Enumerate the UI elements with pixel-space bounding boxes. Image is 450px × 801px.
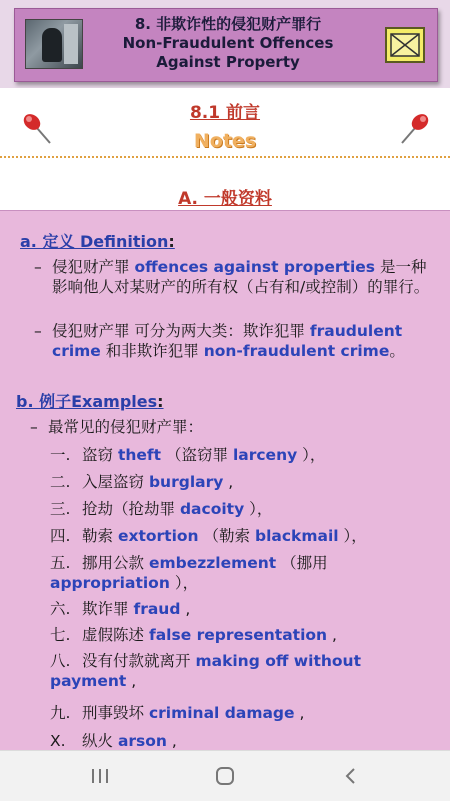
example-text: （挪用 [281,554,328,572]
example-text: , [299,704,305,722]
example-text: , [228,473,234,491]
section-title-intro: 8.1 前言 [189,103,261,123]
recent-apps-icon[interactable] [80,763,120,789]
example-term: fraud [133,600,181,618]
system-navigation-bar [0,750,450,801]
example-text: ）， [174,574,199,592]
example-text: , [332,626,337,644]
example-text: 虚假陈述 [82,626,145,644]
example-item [50,526,430,546]
example-item [50,445,430,465]
examples-intro [30,417,426,437]
example-text: 勒索 [82,527,114,545]
dotted-divider [0,156,450,158]
text: 侵犯财产罪 可分为两大类：欺诈犯罪 [52,322,305,340]
notes-header-area [0,88,450,210]
example-term: making off without payment [50,652,361,690]
example-number: 六. [50,600,71,618]
example-text: 入屋盗窃 [82,473,145,491]
chapter-title-cn: 8. 非欺诈性的侵犯财产罪行 [134,15,322,33]
example-text: ）， [249,500,273,518]
text: 是一种影响他人对某财产的所有权（占有和/或控制）的罪行。 [52,258,430,296]
example-text: 没有付款就离开 [82,652,191,670]
example-text: 盗窃 [82,446,114,464]
examples-heading [16,389,164,412]
bullet-dash: – [30,418,38,436]
chapter-title [93,15,363,72]
example-term: blackmail [254,527,339,545]
example-text: 刑事毁坏 [82,704,145,722]
example-term: false representation [148,626,328,644]
term: offences against properties [134,258,376,276]
example-number: 四. [50,527,71,545]
example-term: criminal damage [148,704,295,722]
example-number: 八. [50,652,71,670]
example-number: 七. [50,626,71,644]
burglar-thumbnail [25,19,83,69]
example-term: dacoity [179,500,245,518]
text: 最常见的侵犯财产罪： [48,418,204,436]
example-text: （盗窃罪 [166,446,229,464]
chapter-title-en-line2: Against Property [156,53,300,71]
term: fraudulent crime [52,322,403,360]
example-text: 欺诈罪 [82,600,129,618]
example-item [50,731,430,751]
example-number: 五. [50,554,71,572]
example-text: , [171,732,177,750]
example-number: 二. [50,473,71,491]
chapter-title-banner [14,8,438,82]
example-text: （勒索 [203,527,251,545]
example-item [50,553,390,593]
example-number: 一. [50,446,71,464]
home-icon[interactable] [205,763,245,789]
bullet-dash: – [34,258,42,276]
example-term: larceny [232,446,298,464]
example-item [50,472,430,492]
bullet-dash: – [34,322,42,340]
pushpin-icon [400,110,432,150]
example-text: ）， [343,527,367,545]
definition-point-1 [34,257,430,297]
notes-content [0,210,450,751]
term: non-fraudulent crime [203,342,390,360]
back-icon[interactable] [330,763,370,789]
example-text: , [131,672,137,690]
example-item [50,651,390,691]
text: 。 [389,342,405,360]
example-term: appropriation [50,574,170,592]
example-item [50,599,430,619]
definition-heading [20,229,175,252]
text: 侵犯财产罪 [52,258,130,276]
example-number: 九. [50,704,71,722]
definition-heading-text: a. 定义 Definition [20,232,169,251]
example-number: X. [50,732,66,750]
example-text: 纵火 [82,732,114,750]
example-item [50,703,430,723]
example-term: burglary [148,473,224,491]
example-text: 挪用公款 [82,554,145,572]
examples-heading-text: b. 例子Examples [16,392,158,411]
example-item [50,625,430,645]
example-text: 抢劫（抢劫罪 [82,500,176,518]
example-item [50,499,430,519]
example-text: , [185,600,191,618]
example-number: 三. [50,500,71,518]
example-term: extortion [117,527,199,545]
example-term: theft [117,446,162,464]
definition-point-2 [34,321,430,361]
example-term: embezzlement [148,554,277,572]
colon: : [168,232,175,251]
example-text: ）， [302,446,326,464]
text: 和非欺诈犯罪 [105,342,199,360]
notes-label: Notes [193,130,257,152]
envelope-icon[interactable] [385,27,425,63]
example-term: arson [117,732,167,750]
section-a-title: A. 一般资料 [178,189,272,209]
chapter-title-en-line1: Non-Fraudulent Offences [122,34,334,52]
colon: : [157,392,164,411]
header-bar [0,0,450,88]
